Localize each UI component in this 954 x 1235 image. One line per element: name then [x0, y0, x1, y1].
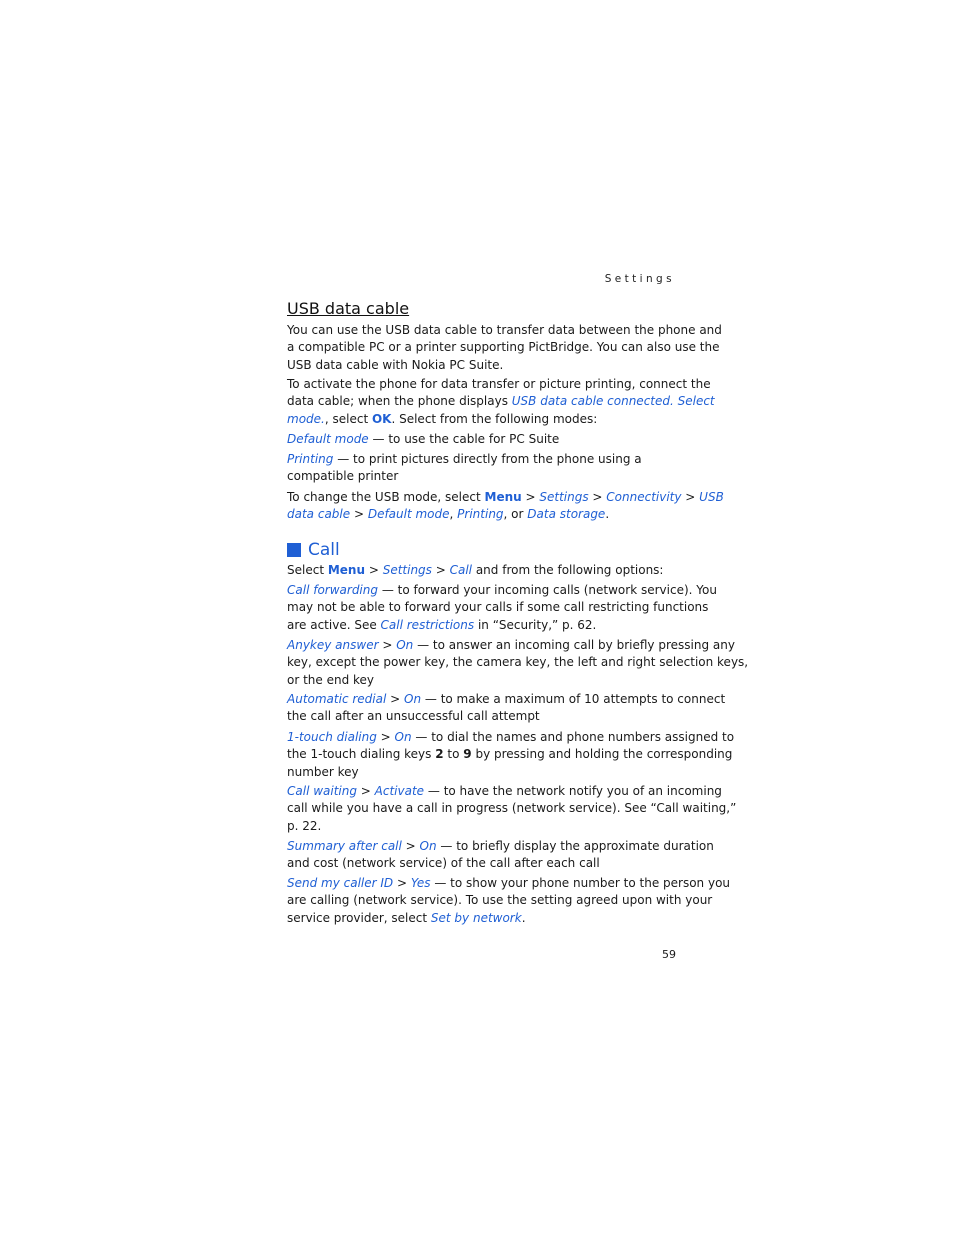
text: and cost (network service) of the call after each call [287, 856, 600, 871]
text: , [449, 507, 458, 522]
change-usb-mode-paragraph [287, 489, 724, 524]
section-square-icon [287, 543, 301, 557]
text: to [443, 747, 464, 762]
text: To activate the phone for data transfer or picture printing, connect the [287, 377, 711, 391]
separator: > [350, 507, 368, 522]
activate-option: Activate [374, 784, 425, 798]
call-waiting-item [287, 783, 737, 835]
text: . [605, 507, 610, 522]
text: the call after an unsuccessful call attempt [287, 709, 540, 724]
usb-intro-line: a compatible PC or a printer supporting PictBridge. You can also use the [287, 340, 720, 355]
data-storage-option: Data storage [527, 507, 606, 522]
separator: > [681, 490, 700, 504]
call-intro [287, 562, 679, 579]
set-by-network-option: Set by network [430, 910, 522, 925]
text: . [521, 910, 526, 925]
ok-command: OK [371, 411, 392, 426]
usb-option: USB [699, 490, 724, 504]
separator: > [521, 490, 540, 504]
yes-option: Yes [410, 876, 431, 890]
call-waiting-option: Call waiting [287, 784, 357, 798]
usb-intro-paragraph [287, 322, 722, 374]
separator: > [378, 638, 397, 652]
text: — to have the network notify you of an incoming [424, 784, 722, 798]
text: number key [287, 764, 359, 779]
text: key, except the power key, the camera key, the left and right selection keys, [287, 655, 749, 670]
text: p. 22. [287, 818, 322, 833]
on-option: On [404, 692, 422, 706]
printing-option: Printing [457, 507, 504, 522]
usb-section-title: USB data cable [287, 299, 410, 318]
running-header: Settings [604, 273, 675, 285]
printing-option: Printing [287, 452, 334, 466]
printing-item [287, 451, 679, 486]
text: — to briefly display the approximate duration [436, 839, 714, 853]
send-caller-id-option: Send my caller ID [287, 876, 394, 890]
usb-intro-line: USB data cable with Nokia PC Suite. [287, 357, 504, 372]
text: To change the USB mode, select [287, 490, 485, 504]
page-number: 59 [662, 948, 676, 961]
text: — to forward your incoming calls (network service). You [378, 583, 717, 597]
call-title-text: Call [308, 540, 340, 560]
separator: > [376, 730, 395, 744]
menu-command: Menu [327, 563, 366, 577]
text: in “Security,” p. 62. [474, 617, 597, 632]
usb-intro-line: You can use the USB data cable to transfer data between the phone and [287, 323, 722, 337]
text: call while you have a call in progress (network service). See “Call waiting,” [287, 801, 737, 816]
text: data cable; when the phone displays [287, 394, 512, 409]
text: — to print pictures directly from the phone using a [333, 452, 642, 466]
separator: > [386, 692, 404, 706]
key-label: 2 [435, 747, 444, 762]
usb-activate-paragraph [287, 376, 715, 428]
send-caller-id-item [287, 875, 731, 927]
separator: > [431, 563, 450, 577]
text: — to show your phone number to the person you [430, 876, 731, 890]
text: are active. See [287, 617, 381, 632]
text: , or [503, 507, 528, 522]
connectivity-option: Connectivity [606, 490, 682, 504]
settings-option: Settings [382, 563, 432, 577]
one-touch-dialing-option: 1-touch dialing [287, 730, 377, 744]
separator: > [356, 784, 375, 798]
default-mode-option: Default mode [287, 432, 369, 446]
ui-message: USB data cable connected. Select [511, 394, 715, 409]
one-touch-dialing-item [287, 729, 735, 781]
text: — to dial the names and phone numbers assigned to [411, 730, 735, 744]
summary-after-call-option: Summary after call [287, 839, 402, 853]
text: — to answer an incoming call by briefly pressing any [413, 638, 735, 652]
call-section-title [287, 540, 340, 560]
text: . Select from the following modes: [391, 411, 598, 426]
call-restrictions-option: Call restrictions [380, 617, 475, 632]
text: , select [324, 411, 372, 426]
separator: > [588, 490, 607, 504]
default-mode-option: Default mode [367, 507, 450, 522]
text: and from the following options: [472, 563, 664, 577]
separator: > [393, 876, 411, 890]
call-forwarding-option: Call forwarding [287, 583, 378, 597]
on-option: On [394, 730, 412, 744]
call-option: Call [449, 563, 473, 577]
on-option: On [396, 638, 414, 652]
key-label: 9 [463, 747, 472, 762]
default-mode-item [287, 431, 679, 448]
text: compatible printer [287, 469, 399, 484]
text: may not be able to forward your calls if some call restricting functions [287, 600, 709, 615]
summary-after-call-item [287, 838, 714, 873]
separator: > [401, 839, 420, 853]
automatic-redial-option: Automatic redial [287, 692, 387, 706]
anykey-answer-item [287, 637, 749, 689]
separator: > [365, 563, 383, 577]
usb-option: data cable [287, 507, 351, 522]
menu-command: Menu [484, 490, 522, 504]
settings-option: Settings [539, 490, 589, 504]
text: — to make a maximum of 10 attempts to connect [421, 692, 726, 706]
ui-message: mode. [287, 411, 325, 426]
text: or the end key [287, 672, 375, 687]
call-forwarding-item [287, 582, 717, 634]
text: Select [287, 563, 328, 577]
on-option: On [419, 839, 437, 853]
automatic-redial-item [287, 691, 726, 726]
text: are calling (network service). To use the setting agreed upon with your [287, 893, 713, 908]
text: the 1-touch dialing keys [287, 747, 436, 762]
text: — to use the cable for PC Suite [368, 432, 560, 446]
anykey-answer-option: Anykey answer [287, 638, 379, 652]
text: service provider, select [287, 910, 431, 925]
text: by pressing and holding the corresponding [471, 747, 733, 762]
